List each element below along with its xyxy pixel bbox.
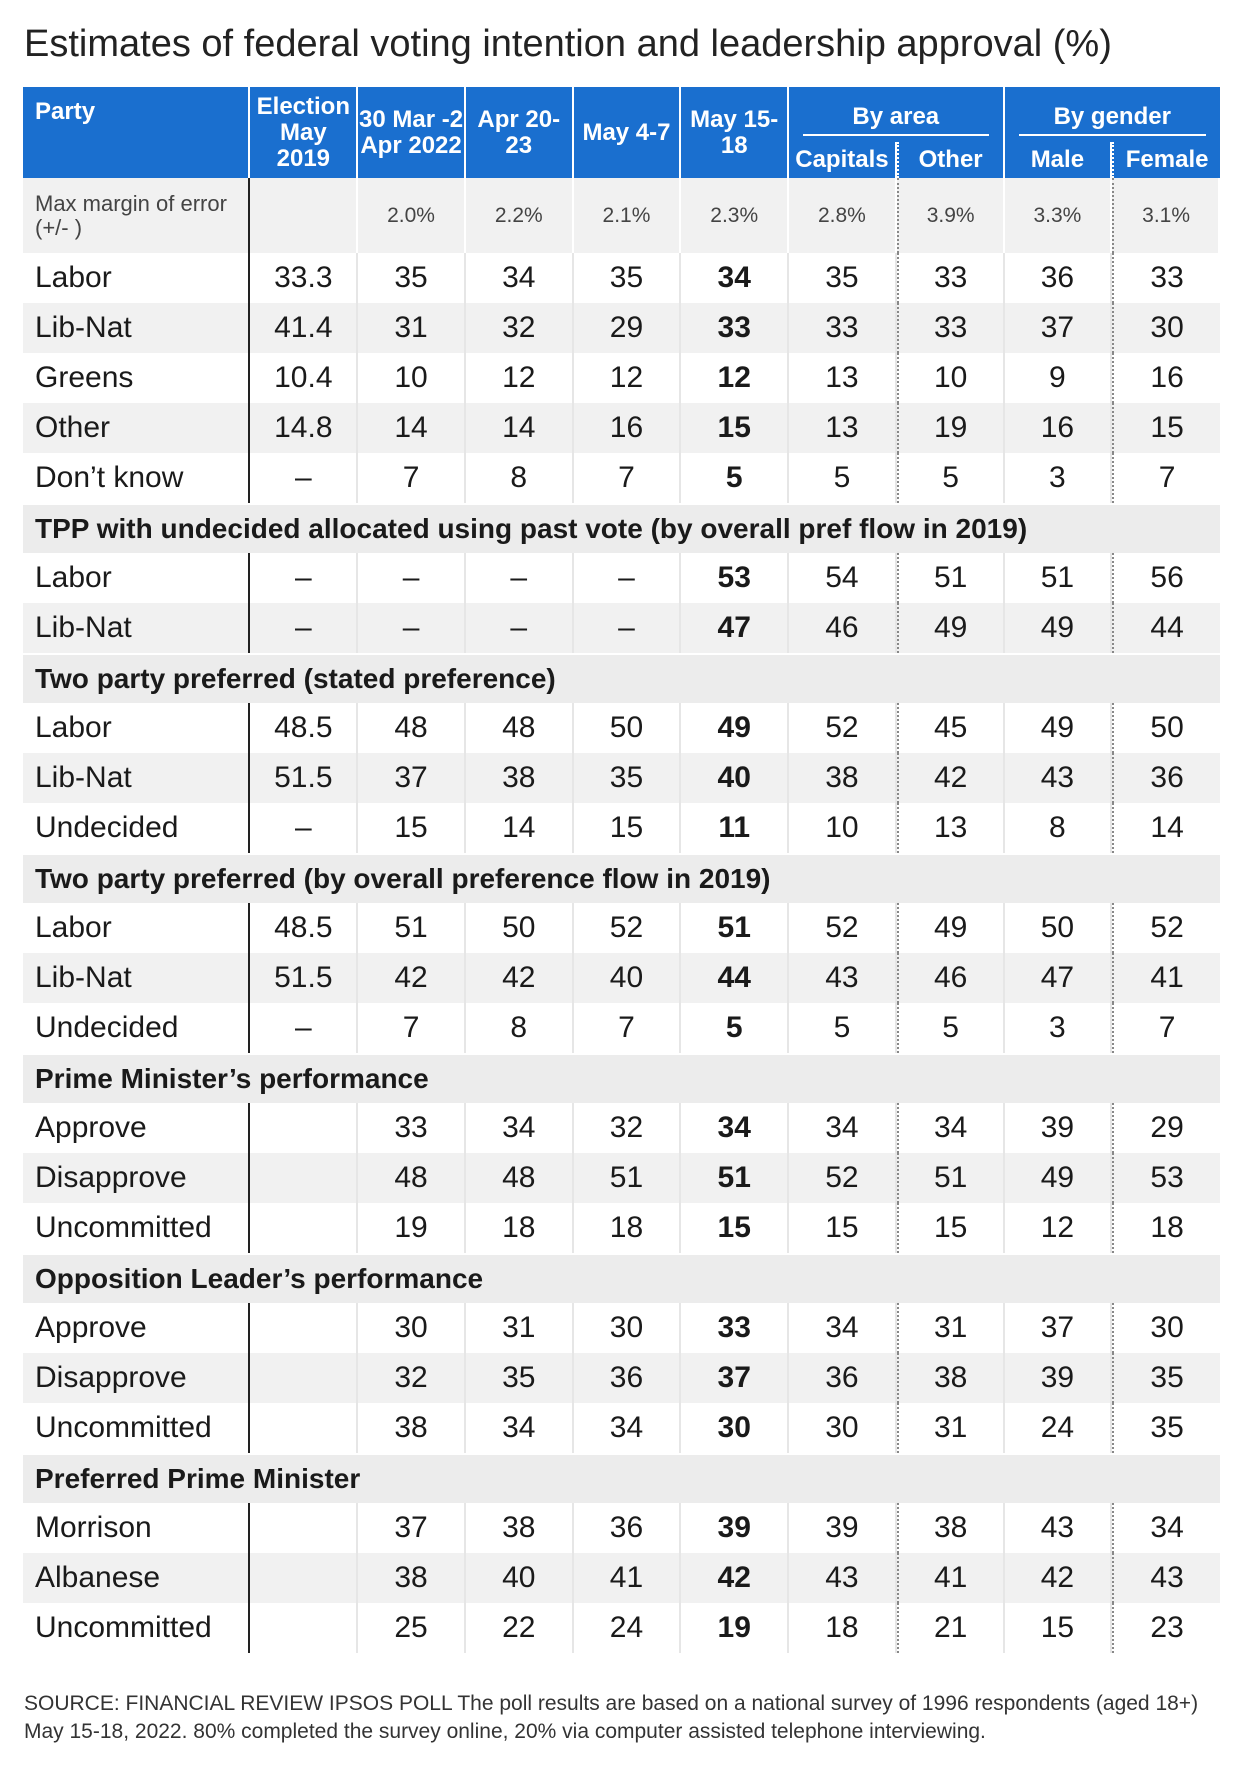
poll-table — [23, 87, 1220, 1653]
section-title: TPP with undecided allocated using past vote (by overall pref flow in 2019) — [23, 503, 1220, 553]
table-cell: 44 — [1112, 603, 1220, 653]
table-cell — [250, 1153, 358, 1203]
table-cell — [250, 1303, 358, 1353]
table-cell: 33 — [897, 253, 1005, 303]
table-cell: 24 — [1005, 1403, 1113, 1453]
table-cell: 35 — [789, 253, 897, 303]
table-cell: – — [250, 803, 358, 853]
table-cell: 30 — [574, 1303, 682, 1353]
table-cell: 52 — [789, 703, 897, 753]
table-cell: 30 — [1112, 303, 1220, 353]
header-column: Apr 20-23 — [466, 87, 574, 178]
table-row — [23, 903, 1220, 953]
header-group-label: By area — [803, 104, 988, 136]
table-cell: 36 — [574, 1503, 682, 1553]
table-cell: 48.5 — [250, 703, 358, 753]
table-cell — [250, 1203, 358, 1253]
section-header-row — [23, 1053, 1220, 1103]
table-cell: – — [574, 603, 682, 653]
table-cell: 35 — [466, 1353, 574, 1403]
table-cell: 51 — [358, 903, 466, 953]
table-row — [23, 1603, 1220, 1653]
table-cell: 36 — [789, 1353, 897, 1403]
margin-of-error-row — [23, 178, 1220, 253]
table-row — [23, 403, 1220, 453]
table-cell: 33 — [789, 303, 897, 353]
table-cell: 42 — [466, 953, 574, 1003]
table-cell: 34 — [681, 253, 789, 303]
table-cell: 39 — [789, 1503, 897, 1553]
section-header-row — [23, 1453, 1220, 1503]
table-row — [23, 1503, 1220, 1553]
table-cell: 42 — [358, 953, 466, 1003]
table-cell: 3.9% — [897, 178, 1005, 253]
table-cell: 8 — [466, 1003, 574, 1053]
table-cell: 48.5 — [250, 903, 358, 953]
table-cell: – — [358, 553, 466, 603]
table-cell: 32 — [574, 1103, 682, 1153]
table-cell — [250, 1553, 358, 1603]
table-cell: 54 — [789, 553, 897, 603]
table-cell: 7 — [574, 1003, 682, 1053]
table-cell: 14 — [1112, 803, 1220, 853]
row-label: Labor — [23, 553, 250, 603]
table-cell: 51 — [897, 553, 1005, 603]
header-subcolumn: Female — [1112, 142, 1220, 178]
row-label: Disapprove — [23, 1153, 250, 1203]
table-cell: 10 — [897, 353, 1005, 403]
row-label: Approve — [23, 1303, 250, 1353]
table-cell: 31 — [358, 303, 466, 353]
table-cell: 52 — [574, 903, 682, 953]
table-cell: 48 — [466, 703, 574, 753]
table-cell: 51 — [681, 903, 789, 953]
table-header — [23, 87, 1220, 178]
table-cell: 18 — [574, 1203, 682, 1253]
section-title: Preferred Prime Minister — [23, 1453, 1220, 1503]
table-cell: 30 — [681, 1403, 789, 1453]
table-cell: 51 — [574, 1153, 682, 1203]
table-row — [23, 953, 1220, 1003]
table-cell: 42 — [1005, 1553, 1113, 1603]
table-cell: 48 — [358, 703, 466, 753]
table-cell: 16 — [574, 403, 682, 453]
table-cell — [250, 1503, 358, 1553]
table-row — [23, 1003, 1220, 1053]
table-cell: 13 — [897, 803, 1005, 853]
table-cell: 19 — [897, 403, 1005, 453]
row-label: Disapprove — [23, 1353, 250, 1403]
table-cell: 38 — [358, 1553, 466, 1603]
table-cell: 50 — [1112, 703, 1220, 753]
table-cell: 38 — [897, 1503, 1005, 1553]
table-cell: 53 — [1112, 1153, 1220, 1203]
header-group-area — [789, 87, 1004, 142]
table-cell: 5 — [897, 1003, 1005, 1053]
table-cell: 34 — [1112, 1503, 1220, 1553]
table-cell: 41 — [897, 1553, 1005, 1603]
table-cell: 42 — [897, 753, 1005, 803]
table-cell — [250, 1103, 358, 1153]
table-cell: 15 — [358, 803, 466, 853]
table-cell: 12 — [1005, 1203, 1113, 1253]
row-label: Lib-Nat — [23, 603, 250, 653]
row-label: Morrison — [23, 1503, 250, 1553]
table-cell: 35 — [1112, 1403, 1220, 1453]
table-cell: – — [250, 553, 358, 603]
table-cell: 51.5 — [250, 753, 358, 803]
table-cell: 53 — [681, 553, 789, 603]
table-cell: 10 — [358, 353, 466, 403]
table-cell: 52 — [1112, 903, 1220, 953]
table-cell: 5 — [789, 453, 897, 503]
table-cell: 38 — [466, 753, 574, 803]
header-subcolumn: Other — [897, 142, 1005, 178]
table-cell: 10 — [789, 803, 897, 853]
table-cell: 43 — [1005, 1503, 1113, 1553]
table-cell: 35 — [1112, 1353, 1220, 1403]
table-cell: 29 — [1112, 1103, 1220, 1153]
table-row — [23, 1103, 1220, 1153]
table-row — [23, 353, 1220, 403]
row-label: Uncommitted — [23, 1603, 250, 1653]
table-cell: 37 — [1005, 303, 1113, 353]
table-cell: 43 — [1112, 1553, 1220, 1603]
table-cell: 14.8 — [250, 403, 358, 453]
table-cell: 5 — [681, 453, 789, 503]
table-cell: 50 — [574, 703, 682, 753]
source-note: SOURCE: FINANCIAL REVIEW IPSOS POLL The poll results are based on a national survey of 1996 respondents (aged 18+) May 15-18, 2022. 80% completed the survey online, 20% via computer assisted telephone interviewing. — [24, 1692, 1199, 1743]
table-cell: 50 — [466, 903, 574, 953]
table-cell: 45 — [897, 703, 1005, 753]
table-cell: 34 — [466, 253, 574, 303]
table-cell: 14 — [358, 403, 466, 453]
header-group-label: By gender — [1019, 104, 1206, 136]
table-cell: 22 — [466, 1603, 574, 1653]
row-label: Labor — [23, 253, 250, 303]
section-header-row — [23, 653, 1220, 703]
table-row — [23, 603, 1220, 653]
table-cell: 13 — [789, 403, 897, 453]
table-cell: 44 — [681, 953, 789, 1003]
table-cell: 51.5 — [250, 953, 358, 1003]
table-cell: 33 — [681, 303, 789, 353]
table-cell: 2.3% — [681, 178, 789, 253]
header-column: Election May 2019 — [250, 87, 358, 178]
table-cell: 31 — [897, 1403, 1005, 1453]
table-cell: 8 — [466, 453, 574, 503]
section-title: Prime Minister’s performance — [23, 1053, 1220, 1103]
table-cell: 5 — [897, 453, 1005, 503]
table-cell: 40 — [574, 953, 682, 1003]
row-label: Undecided — [23, 1003, 250, 1053]
table-cell: 16 — [1005, 403, 1113, 453]
table-cell: 7 — [358, 453, 466, 503]
table-cell: 7 — [1112, 1003, 1220, 1053]
table-cell: 13 — [789, 353, 897, 403]
row-label: Lib-Nat — [23, 753, 250, 803]
table-cell: 30 — [789, 1403, 897, 1453]
table-cell: 11 — [681, 803, 789, 853]
table-cell: – — [250, 453, 358, 503]
table-row — [23, 253, 1220, 303]
table-cell: 15 — [897, 1203, 1005, 1253]
table-cell: 32 — [358, 1353, 466, 1403]
table-cell: 34 — [466, 1103, 574, 1153]
table-cell: 46 — [897, 953, 1005, 1003]
table-cell: 41 — [574, 1553, 682, 1603]
section-title: Opposition Leader’s performance — [23, 1253, 1220, 1303]
table-row — [23, 553, 1220, 603]
row-label: Albanese — [23, 1553, 250, 1603]
table-cell: 15 — [681, 1203, 789, 1253]
table-cell: 49 — [1005, 703, 1113, 753]
table-cell: 33 — [1112, 253, 1220, 303]
table-cell — [250, 1603, 358, 1653]
table-cell: 37 — [681, 1353, 789, 1403]
table-cell: 10.4 — [250, 353, 358, 403]
table-cell: 39 — [681, 1503, 789, 1553]
table-row — [23, 1553, 1220, 1603]
table-body — [23, 178, 1220, 1653]
table-cell: 15 — [574, 803, 682, 853]
table-cell — [250, 178, 358, 253]
table-cell: 35 — [358, 253, 466, 303]
table-cell: 7 — [574, 453, 682, 503]
table-cell: 14 — [466, 403, 574, 453]
table-cell: 33 — [897, 303, 1005, 353]
section-header-row — [23, 853, 1220, 903]
table-row — [23, 1153, 1220, 1203]
table-cell: 37 — [358, 1503, 466, 1553]
table-cell: 8 — [1005, 803, 1113, 853]
table-cell: 33.3 — [250, 253, 358, 303]
table-cell: 12 — [466, 353, 574, 403]
table-cell: 56 — [1112, 553, 1220, 603]
table-cell: 9 — [1005, 353, 1113, 403]
table-cell: 31 — [897, 1303, 1005, 1353]
table-cell: 43 — [789, 1553, 897, 1603]
table-cell: 33 — [358, 1103, 466, 1153]
table-cell: 7 — [1112, 453, 1220, 503]
table-cell: 15 — [1005, 1603, 1113, 1653]
table-cell: 35 — [574, 253, 682, 303]
table-cell: 48 — [358, 1153, 466, 1203]
table-cell: 31 — [466, 1303, 574, 1353]
table-cell: 30 — [358, 1303, 466, 1353]
table-row — [23, 1403, 1220, 1453]
table-cell: 47 — [1005, 953, 1113, 1003]
header-group-gender — [1005, 87, 1220, 142]
table-cell: 49 — [1005, 603, 1113, 653]
table-cell: 47 — [681, 603, 789, 653]
table-cell: 43 — [1005, 753, 1113, 803]
table-cell: 12 — [574, 353, 682, 403]
table-cell: 49 — [897, 603, 1005, 653]
header-subcolumn: Male — [1005, 142, 1113, 178]
row-label: Greens — [23, 353, 250, 403]
row-label: Max margin of error (+/- ) — [23, 178, 250, 253]
table-cell: 5 — [681, 1003, 789, 1053]
table-cell — [250, 1403, 358, 1453]
section-header-row — [23, 503, 1220, 553]
table-cell: – — [466, 553, 574, 603]
table-row — [23, 1203, 1220, 1253]
table-cell: 32 — [466, 303, 574, 353]
table-cell: 3 — [1005, 1003, 1113, 1053]
table-cell: 14 — [466, 803, 574, 853]
table-cell: – — [358, 603, 466, 653]
table-row — [23, 453, 1220, 503]
table-row — [23, 303, 1220, 353]
table-cell: 36 — [1005, 253, 1113, 303]
row-label: Other — [23, 403, 250, 453]
table-cell: 36 — [1112, 753, 1220, 803]
table-cell: 34 — [897, 1103, 1005, 1153]
section-title: Two party preferred (by overall preference flow in 2019) — [23, 853, 1220, 903]
table-cell: 38 — [789, 753, 897, 803]
table-cell: 3.3% — [1005, 178, 1113, 253]
table-cell: 48 — [466, 1153, 574, 1203]
row-label: Undecided — [23, 803, 250, 853]
table-cell: 30 — [1112, 1303, 1220, 1353]
table-cell: 34 — [789, 1103, 897, 1153]
header-party: Party — [23, 87, 250, 178]
table-cell: 2.0% — [358, 178, 466, 253]
table-cell: 42 — [681, 1553, 789, 1603]
table-cell: 38 — [466, 1503, 574, 1553]
table-cell: 3 — [1005, 453, 1113, 503]
table-cell: 19 — [358, 1203, 466, 1253]
table-cell: 3.1% — [1112, 178, 1220, 253]
header-column: May 15-18 — [681, 87, 789, 178]
table-cell: 29 — [574, 303, 682, 353]
table-cell: 39 — [1005, 1103, 1113, 1153]
section-header-row — [23, 1253, 1220, 1303]
table-cell: 37 — [1005, 1303, 1113, 1353]
table-cell: 38 — [358, 1403, 466, 1453]
table-cell: 35 — [574, 753, 682, 803]
table-cell: 41.4 — [250, 303, 358, 353]
table-cell: 19 — [681, 1603, 789, 1653]
table-cell: 49 — [897, 903, 1005, 953]
table-cell: 18 — [466, 1203, 574, 1253]
table-cell: – — [466, 603, 574, 653]
table-cell: 15 — [1112, 403, 1220, 453]
table-cell: 37 — [358, 753, 466, 803]
table-cell: 21 — [897, 1603, 1005, 1653]
table-row — [23, 803, 1220, 853]
table-row — [23, 1353, 1220, 1403]
row-label: Uncommitted — [23, 1403, 250, 1453]
table-cell: 52 — [789, 903, 897, 953]
table-cell: 40 — [681, 753, 789, 803]
table-cell: 25 — [358, 1603, 466, 1653]
table-cell: 34 — [574, 1403, 682, 1453]
table-cell: 49 — [1005, 1153, 1113, 1203]
table-cell: – — [250, 603, 358, 653]
table-cell: 16 — [1112, 353, 1220, 403]
table-cell: 50 — [1005, 903, 1113, 953]
table-cell: 15 — [681, 403, 789, 453]
table-cell: – — [574, 553, 682, 603]
table-cell: 36 — [574, 1353, 682, 1403]
table-cell: – — [250, 1003, 358, 1053]
table-cell: 49 — [681, 703, 789, 753]
table-cell: 46 — [789, 603, 897, 653]
table-cell: 23 — [1112, 1603, 1220, 1653]
table-cell: 2.8% — [789, 178, 897, 253]
table-row — [23, 703, 1220, 753]
row-label: Labor — [23, 703, 250, 753]
table-cell: 51 — [681, 1153, 789, 1203]
table-cell: 51 — [1005, 553, 1113, 603]
table-cell: 43 — [789, 953, 897, 1003]
chart-title: Estimates of federal voting intention and leadership approval (%) — [24, 23, 1112, 65]
header-subcolumn: Capitals — [789, 142, 897, 178]
row-label: Uncommitted — [23, 1203, 250, 1253]
table-row — [23, 1303, 1220, 1353]
row-label: Lib-Nat — [23, 303, 250, 353]
section-title: Two party preferred (stated preference) — [23, 653, 1220, 703]
row-label: Labor — [23, 903, 250, 953]
row-label: Lib-Nat — [23, 953, 250, 1003]
table-cell: 15 — [789, 1203, 897, 1253]
table-cell — [250, 1353, 358, 1403]
table-cell: 52 — [789, 1153, 897, 1203]
table-cell: 5 — [789, 1003, 897, 1053]
table-cell: 51 — [897, 1153, 1005, 1203]
table-cell: 18 — [1112, 1203, 1220, 1253]
header-column: May 4-7 — [574, 87, 682, 178]
table-cell: 34 — [466, 1403, 574, 1453]
table-cell: 39 — [1005, 1353, 1113, 1403]
table-cell: 34 — [789, 1303, 897, 1353]
table-cell: 12 — [681, 353, 789, 403]
row-label: Don’t know — [23, 453, 250, 503]
table-row — [23, 753, 1220, 803]
table-cell: 7 — [358, 1003, 466, 1053]
table-cell: 18 — [789, 1603, 897, 1653]
header-column: 30 Mar -2 Apr 2022 — [358, 87, 466, 178]
table-cell: 34 — [681, 1103, 789, 1153]
table-cell: 41 — [1112, 953, 1220, 1003]
table-cell: 24 — [574, 1603, 682, 1653]
table-cell: 33 — [681, 1303, 789, 1353]
table-cell: 2.1% — [574, 178, 682, 253]
row-label: Approve — [23, 1103, 250, 1153]
table-cell: 38 — [897, 1353, 1005, 1403]
table-cell: 2.2% — [466, 178, 574, 253]
table-cell: 40 — [466, 1553, 574, 1603]
